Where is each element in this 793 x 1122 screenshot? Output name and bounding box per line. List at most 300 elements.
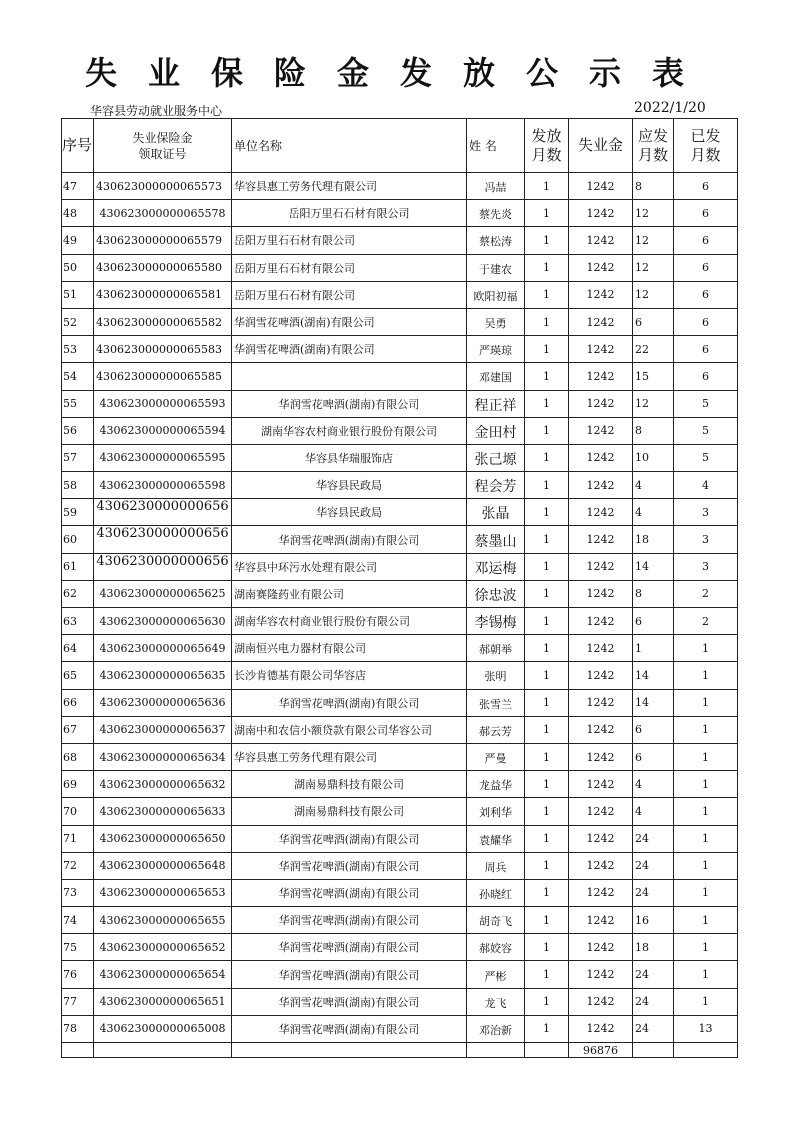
cell-amount: 1242	[569, 689, 633, 716]
cell-months-due: 12	[633, 227, 674, 254]
cell-months-due: 4	[633, 771, 674, 798]
cell-months-done: 3	[674, 499, 738, 526]
cell-name: 胡奇飞	[467, 907, 525, 934]
cell-months-done: 6	[674, 200, 738, 227]
table-row	[62, 281, 738, 308]
table-row	[62, 363, 738, 390]
table-row	[62, 635, 738, 662]
cell-company: 湖南华容农村商业银行股份有限公司	[232, 608, 467, 635]
cell-months-done: 4	[674, 472, 738, 499]
header-months-done	[674, 119, 738, 173]
cell-company: 华润雪花啤酒(湖南)有限公司	[232, 336, 467, 363]
cell-amount: 1242	[569, 907, 633, 934]
cell-seq: 71	[62, 825, 94, 852]
total-row-empty-cell	[232, 1043, 467, 1058]
cell-cert: 430623000000065593	[94, 390, 232, 417]
cell-amount: 1242	[569, 988, 633, 1015]
cell-months-due: 12	[633, 254, 674, 281]
cell-cert: 430623000000065634	[94, 743, 232, 770]
cell-months-done: 1	[674, 743, 738, 770]
cell-months-done: 1	[674, 635, 738, 662]
cell-amount: 1242	[569, 771, 633, 798]
cell-months-done: 1	[674, 798, 738, 825]
cell-months-due: 6	[633, 308, 674, 335]
table-row	[62, 961, 738, 988]
cell-months-due: 12	[633, 281, 674, 308]
cell-name: 金田村	[467, 417, 525, 444]
cell-months-paid: 1	[525, 743, 569, 770]
cell-company: 湖南赛隆药业有限公司	[232, 580, 467, 607]
table-row	[62, 472, 738, 499]
cell-months-paid: 1	[525, 716, 569, 743]
cell-months-done: 6	[674, 173, 738, 200]
cell-company: 华容县民政局	[232, 499, 467, 526]
cell-seq: 61	[62, 553, 94, 580]
cell-months-paid: 1	[525, 390, 569, 417]
table-row	[62, 798, 738, 825]
cell-name: 吴勇	[467, 308, 525, 335]
cell-name: 张明	[467, 662, 525, 689]
cell-amount: 1242	[569, 526, 633, 553]
table-row	[62, 173, 738, 200]
cell-company: 华润雪花啤酒(湖南)有限公司	[232, 961, 467, 988]
cell-amount: 1242	[569, 173, 633, 200]
cell-amount: 1242	[569, 444, 633, 471]
cell-name: 张雪兰	[467, 689, 525, 716]
cell-months-due: 24	[633, 879, 674, 906]
cell-months-paid: 1	[525, 472, 569, 499]
cell-months-paid: 1	[525, 662, 569, 689]
cell-cert: 430623000000065637	[94, 716, 232, 743]
cell-company: 长沙肯德基有限公司华容店	[232, 662, 467, 689]
table-row	[62, 852, 738, 879]
cell-company: 华润雪花啤酒(湖南)有限公司	[232, 907, 467, 934]
header-months-due	[633, 119, 674, 173]
cell-seq: 47	[62, 173, 94, 200]
total-row-empty-cell	[94, 1043, 232, 1058]
header-months-due-text: 应发月数	[637, 126, 668, 164]
cell-cert: 430623000000065632	[94, 771, 232, 798]
cell-company: 湖南易鼎科技有限公司	[232, 771, 467, 798]
cell-months-done: 6	[674, 254, 738, 281]
table-row	[62, 526, 738, 553]
cell-name: 张己塬	[467, 444, 525, 471]
cell-months-paid: 1	[525, 825, 569, 852]
cell-company: 华润雪花啤酒(湖南)有限公司	[232, 934, 467, 961]
cell-amount: 1242	[569, 254, 633, 281]
table-row	[62, 988, 738, 1015]
cell-company: 华容县中环污水处理有限公司	[232, 553, 467, 580]
table-row	[62, 771, 738, 798]
cell-amount: 1242	[569, 608, 633, 635]
cell-company: 华润雪花啤酒(湖南)有限公司	[232, 825, 467, 852]
cell-name: 郝云芳	[467, 716, 525, 743]
cell-name: 蔡松涛	[467, 227, 525, 254]
cell-months-paid: 1	[525, 336, 569, 363]
cell-months-done: 1	[674, 771, 738, 798]
cell-months-done: 1	[674, 907, 738, 934]
cell-cert: 430623000000065625	[94, 580, 232, 607]
cell-seq: 63	[62, 608, 94, 635]
cell-amount: 1242	[569, 580, 633, 607]
cell-company: 湖南华容农村商业银行股份有限公司	[232, 417, 467, 444]
table-row	[62, 825, 738, 852]
cell-months-paid: 1	[525, 771, 569, 798]
cell-name: 李锡梅	[467, 608, 525, 635]
table-row	[62, 907, 738, 934]
cell-company: 华润雪花啤酒(湖南)有限公司	[232, 689, 467, 716]
cell-company: 华润雪花啤酒(湖南)有限公司	[232, 1015, 467, 1042]
cell-name: 郝姣容	[467, 934, 525, 961]
cell-cert: 4306230000000656	[94, 499, 232, 526]
table-row	[62, 879, 738, 906]
cell-cert: 430623000000065649	[94, 635, 232, 662]
cell-name: 严瑛琼	[467, 336, 525, 363]
cell-amount: 1242	[569, 336, 633, 363]
cell-months-due: 22	[633, 336, 674, 363]
cell-months-paid: 1	[525, 308, 569, 335]
cell-company: 华润雪花啤酒(湖南)有限公司	[232, 308, 467, 335]
cell-months-due: 6	[633, 716, 674, 743]
cell-months-due: 8	[633, 173, 674, 200]
table-row	[62, 689, 738, 716]
cell-months-paid: 1	[525, 879, 569, 906]
header-months-paid-text: 发放月数	[531, 126, 562, 164]
cell-cert: 430623000000065581	[94, 281, 232, 308]
cell-months-paid: 1	[525, 1015, 569, 1042]
header-months-done-text: 已发月数	[690, 126, 721, 164]
cell-months-paid: 1	[525, 553, 569, 580]
cell-months-done: 6	[674, 227, 738, 254]
cell-name: 周兵	[467, 852, 525, 879]
cell-seq: 57	[62, 444, 94, 471]
payment-table	[61, 118, 738, 1058]
cell-amount: 1242	[569, 281, 633, 308]
cell-cert: 430623000000065578	[94, 200, 232, 227]
cell-months-due: 24	[633, 852, 674, 879]
cell-seq: 78	[62, 1015, 94, 1042]
cell-name: 严曼	[467, 743, 525, 770]
cell-cert: 430623000000065635	[94, 662, 232, 689]
cell-name: 袁耀华	[467, 825, 525, 852]
cell-months-due: 1	[633, 635, 674, 662]
cell-seq: 59	[62, 499, 94, 526]
cell-cert: 430623000000065585	[94, 363, 232, 390]
cell-months-done: 1	[674, 961, 738, 988]
cell-months-paid: 1	[525, 689, 569, 716]
cell-name: 欧阳初福	[467, 281, 525, 308]
cell-months-due: 8	[633, 417, 674, 444]
cell-amount: 1242	[569, 798, 633, 825]
cell-amount: 1242	[569, 961, 633, 988]
cell-months-due: 18	[633, 526, 674, 553]
cell-cert: 430623000000065630	[94, 608, 232, 635]
cell-seq: 65	[62, 662, 94, 689]
cell-seq: 55	[62, 390, 94, 417]
table-row	[62, 499, 738, 526]
cell-months-paid: 1	[525, 798, 569, 825]
cell-months-due: 24	[633, 825, 674, 852]
header-company: 单位名称	[232, 119, 467, 173]
cell-months-done: 6	[674, 308, 738, 335]
cell-months-paid: 1	[525, 961, 569, 988]
cell-amount: 1242	[569, 934, 633, 961]
cell-months-due: 16	[633, 907, 674, 934]
cell-months-due: 6	[633, 743, 674, 770]
cell-seq: 50	[62, 254, 94, 281]
cell-months-due: 10	[633, 444, 674, 471]
cell-seq: 69	[62, 771, 94, 798]
cell-name: 程正祥	[467, 390, 525, 417]
cell-cert: 430623000000065580	[94, 254, 232, 281]
cell-amount: 1242	[569, 825, 633, 852]
cell-name: 龙飞	[467, 988, 525, 1015]
cell-months-paid: 1	[525, 200, 569, 227]
cell-months-done: 1	[674, 689, 738, 716]
header-name: 姓 名	[467, 119, 525, 173]
cell-months-due: 4	[633, 499, 674, 526]
total-row-empty-cell	[674, 1043, 738, 1058]
cell-seq: 77	[62, 988, 94, 1015]
cell-company: 湖南恒兴电力器材有限公司	[232, 635, 467, 662]
cell-name: 张晶	[467, 499, 525, 526]
cell-cert: 4306230000000656	[94, 553, 232, 580]
cell-months-due: 14	[633, 553, 674, 580]
cell-months-paid: 1	[525, 444, 569, 471]
cell-seq: 66	[62, 689, 94, 716]
table-row	[62, 934, 738, 961]
table-row	[62, 608, 738, 635]
cell-seq: 72	[62, 852, 94, 879]
table-row	[62, 200, 738, 227]
cell-cert: 430623000000065654	[94, 961, 232, 988]
cell-months-done: 6	[674, 363, 738, 390]
cell-months-due: 14	[633, 662, 674, 689]
total-row-empty-cell	[62, 1043, 94, 1058]
header-cert-text: 失业保险金领取证号	[132, 130, 193, 161]
cell-months-due: 6	[633, 608, 674, 635]
cell-company: 岳阳万里石石材有限公司	[232, 281, 467, 308]
cell-seq: 49	[62, 227, 94, 254]
table-row	[62, 254, 738, 281]
cell-name: 邓治新	[467, 1015, 525, 1042]
cell-months-paid: 1	[525, 417, 569, 444]
cell-seq: 60	[62, 526, 94, 553]
cell-cert: 430623000000065648	[94, 852, 232, 879]
cell-amount: 1242	[569, 390, 633, 417]
cell-company: 岳阳万里石石材有限公司	[232, 227, 467, 254]
cell-cert: 430623000000065579	[94, 227, 232, 254]
table-row	[62, 336, 738, 363]
cell-seq: 54	[62, 363, 94, 390]
cell-cert: 430623000000065008	[94, 1015, 232, 1042]
table-row	[62, 227, 738, 254]
cell-cert: 430623000000065651	[94, 988, 232, 1015]
cell-months-due: 24	[633, 1015, 674, 1042]
cell-company: 湖南中和农信小额贷款有限公司华容公司	[232, 716, 467, 743]
cell-months-paid: 1	[525, 852, 569, 879]
cell-seq: 58	[62, 472, 94, 499]
table-row	[62, 308, 738, 335]
cell-months-done: 1	[674, 852, 738, 879]
cell-amount: 1242	[569, 200, 633, 227]
cell-amount: 1242	[569, 662, 633, 689]
table-header-row	[62, 119, 738, 173]
cell-months-done: 3	[674, 553, 738, 580]
cell-months-paid: 1	[525, 499, 569, 526]
organization-name: 华容县劳动就业服务中心	[90, 104, 223, 118]
cell-months-paid: 1	[525, 363, 569, 390]
cell-seq: 62	[62, 580, 94, 607]
cell-months-due: 15	[633, 363, 674, 390]
header-cert	[94, 119, 232, 173]
cell-seq: 68	[62, 743, 94, 770]
cell-name: 程会芳	[467, 472, 525, 499]
cell-months-done: 1	[674, 879, 738, 906]
cell-months-done: 1	[674, 716, 738, 743]
cell-months-due: 8	[633, 580, 674, 607]
cell-months-paid: 1	[525, 988, 569, 1015]
cell-amount: 1242	[569, 227, 633, 254]
cell-amount: 1242	[569, 499, 633, 526]
cell-name: 严彬	[467, 961, 525, 988]
table-row	[62, 553, 738, 580]
header-months-paid	[525, 119, 569, 173]
cell-amount: 1242	[569, 879, 633, 906]
table-row	[62, 716, 738, 743]
cell-months-due: 4	[633, 798, 674, 825]
cell-months-done: 3	[674, 526, 738, 553]
cell-months-done: 1	[674, 934, 738, 961]
cell-name: 蔡墨山	[467, 526, 525, 553]
cell-amount: 1242	[569, 553, 633, 580]
cell-cert: 430623000000065573	[94, 173, 232, 200]
cell-months-paid: 1	[525, 907, 569, 934]
cell-cert: 430623000000065650	[94, 825, 232, 852]
cell-name: 邓运梅	[467, 553, 525, 580]
cell-company: 湖南易鼎科技有限公司	[232, 798, 467, 825]
cell-name: 于建农	[467, 254, 525, 281]
cell-seq: 70	[62, 798, 94, 825]
cell-name: 徐忠波	[467, 580, 525, 607]
cell-name: 邓建国	[467, 363, 525, 390]
cell-cert: 430623000000065598	[94, 472, 232, 499]
cell-cert: 430623000000065652	[94, 934, 232, 961]
cell-months-done: 5	[674, 444, 738, 471]
cell-name: 刘利华	[467, 798, 525, 825]
cell-seq: 48	[62, 200, 94, 227]
cell-months-done: 1	[674, 825, 738, 852]
cell-months-done: 2	[674, 580, 738, 607]
cell-months-paid: 1	[525, 635, 569, 662]
cell-company: 华容县民政局	[232, 472, 467, 499]
cell-seq: 75	[62, 934, 94, 961]
cell-seq: 51	[62, 281, 94, 308]
table-row	[62, 580, 738, 607]
cell-company: 华润雪花啤酒(湖南)有限公司	[232, 852, 467, 879]
cell-months-paid: 1	[525, 934, 569, 961]
cell-amount: 1242	[569, 743, 633, 770]
cell-company: 华润雪花啤酒(湖南)有限公司	[232, 879, 467, 906]
cell-amount: 1242	[569, 363, 633, 390]
cell-name: 冯喆	[467, 173, 525, 200]
cell-months-paid: 1	[525, 526, 569, 553]
cell-company: 华润雪花啤酒(湖南)有限公司	[232, 390, 467, 417]
cell-name: 龙益华	[467, 771, 525, 798]
total-row-empty-cell	[525, 1043, 569, 1058]
document-date: 2022/1/20	[634, 100, 706, 116]
total-amount: 96876	[569, 1043, 633, 1058]
total-row	[62, 1043, 738, 1058]
table-row	[62, 390, 738, 417]
cell-seq: 56	[62, 417, 94, 444]
cell-amount: 1242	[569, 308, 633, 335]
cell-months-done: 13	[674, 1015, 738, 1042]
cell-company: 华容县惠工劳务代理有限公司	[232, 743, 467, 770]
cell-months-due: 24	[633, 988, 674, 1015]
cell-company: 岳阳万里石石材有限公司	[232, 254, 467, 281]
cell-amount: 1242	[569, 417, 633, 444]
table-row	[62, 662, 738, 689]
cell-company	[232, 363, 467, 390]
total-row-empty-cell	[633, 1043, 674, 1058]
cell-months-paid: 1	[525, 227, 569, 254]
cell-cert: 430623000000065633	[94, 798, 232, 825]
cell-seq: 73	[62, 879, 94, 906]
cell-months-due: 12	[633, 390, 674, 417]
table-body	[62, 173, 738, 1058]
cell-months-paid: 1	[525, 173, 569, 200]
cell-amount: 1242	[569, 472, 633, 499]
cell-name: 孙晓红	[467, 879, 525, 906]
table-row	[62, 444, 738, 471]
cell-seq: 52	[62, 308, 94, 335]
cell-months-done: 5	[674, 390, 738, 417]
cell-months-due: 12	[633, 200, 674, 227]
cell-amount: 1242	[569, 716, 633, 743]
cell-cert: 430623000000065595	[94, 444, 232, 471]
table-row	[62, 417, 738, 444]
page-title: 失业保险金发放公示表	[84, 54, 715, 92]
cell-months-done: 1	[674, 988, 738, 1015]
cell-months-done: 6	[674, 281, 738, 308]
cell-seq: 64	[62, 635, 94, 662]
total-row-empty-cell	[467, 1043, 525, 1058]
header-seq: 序号	[62, 119, 94, 173]
cell-cert: 430623000000065594	[94, 417, 232, 444]
cell-name: 郝朝举	[467, 635, 525, 662]
cell-months-due: 14	[633, 689, 674, 716]
cell-amount: 1242	[569, 852, 633, 879]
cell-months-done: 6	[674, 336, 738, 363]
cell-company: 华容县惠工劳务代理有限公司	[232, 173, 467, 200]
cell-months-paid: 1	[525, 254, 569, 281]
cell-company: 岳阳万里石石材有限公司	[232, 200, 467, 227]
cell-months-done: 2	[674, 608, 738, 635]
cell-months-paid: 1	[525, 608, 569, 635]
cell-cert: 430623000000065636	[94, 689, 232, 716]
cell-months-paid: 1	[525, 580, 569, 607]
cell-cert: 430623000000065655	[94, 907, 232, 934]
cell-months-done: 1	[674, 662, 738, 689]
cell-months-due: 4	[633, 472, 674, 499]
cell-months-due: 18	[633, 934, 674, 961]
cell-seq: 53	[62, 336, 94, 363]
cell-cert: 430623000000065582	[94, 308, 232, 335]
cell-name: 蔡先炎	[467, 200, 525, 227]
cell-amount: 1242	[569, 1015, 633, 1042]
cell-months-due: 24	[633, 961, 674, 988]
